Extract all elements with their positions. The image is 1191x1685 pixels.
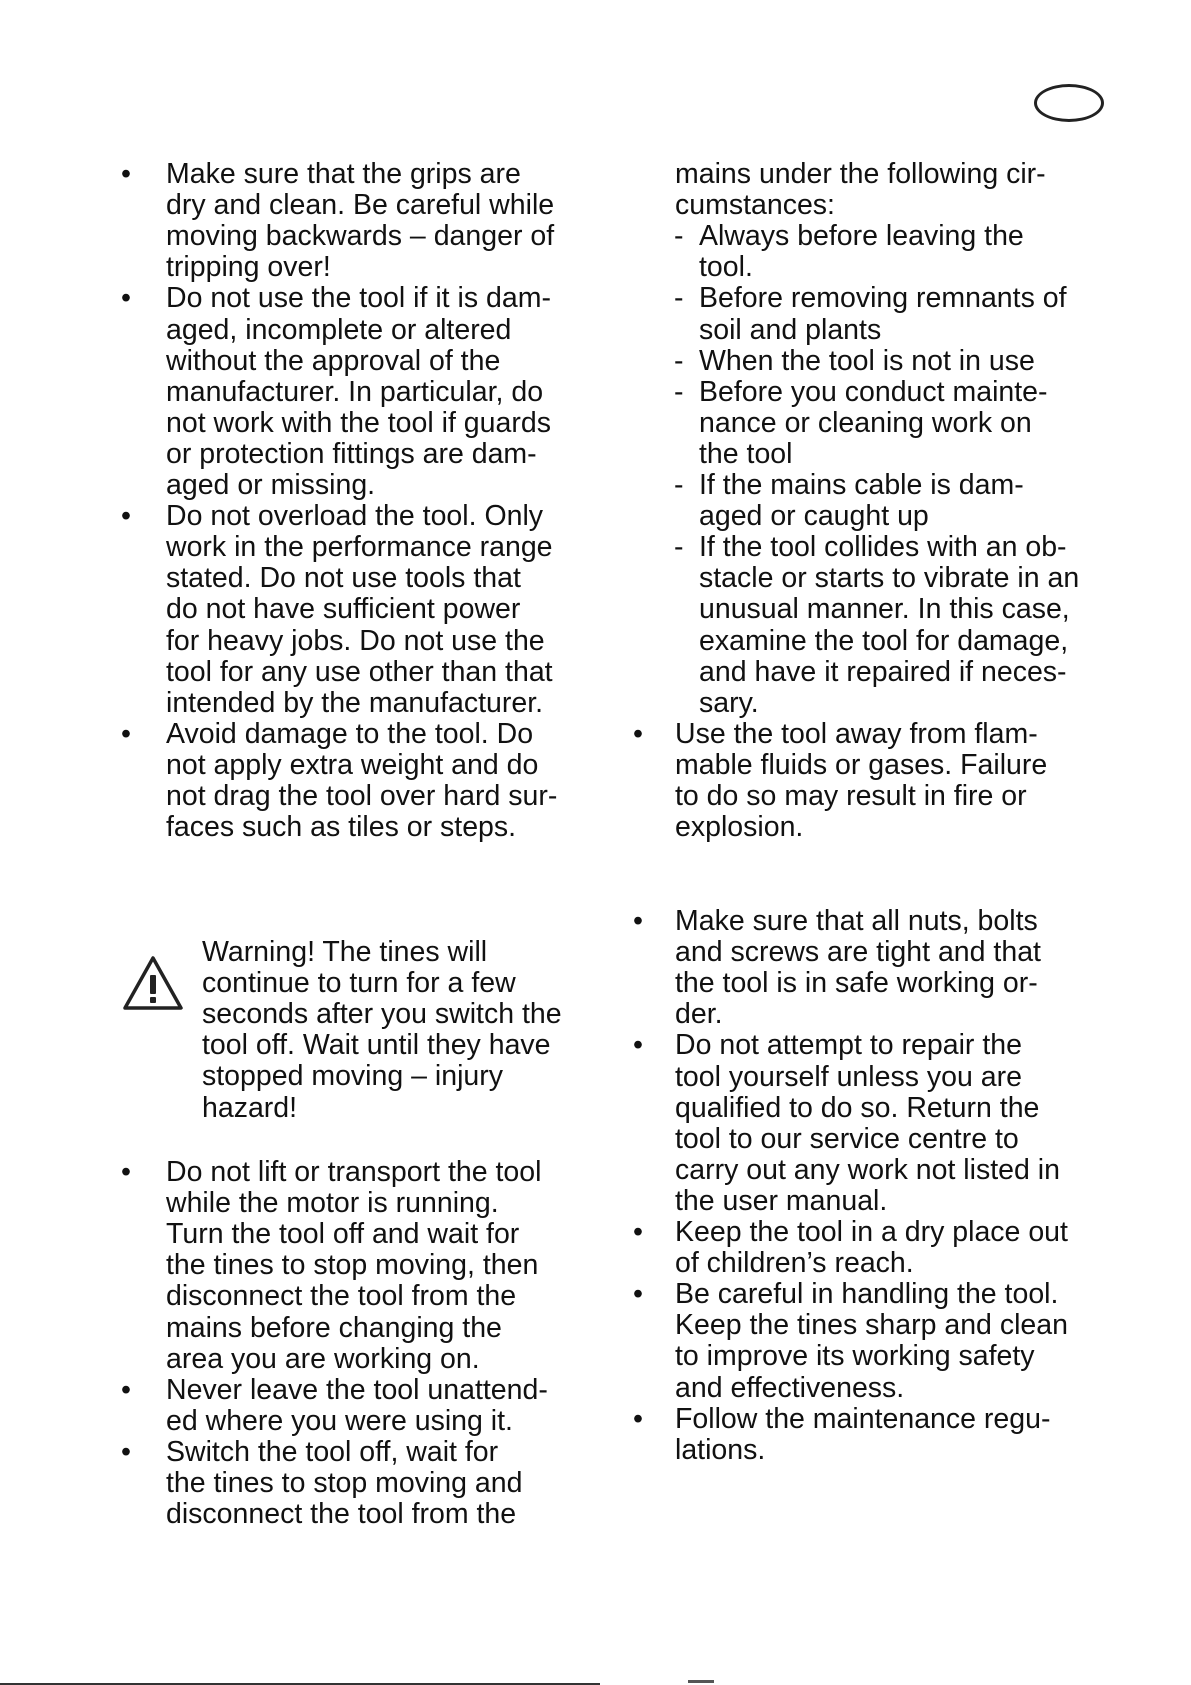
dash-marker: - xyxy=(674,344,684,377)
list-item-line: Use the tool away from flam- xyxy=(675,717,1038,750)
list-item-line: Make sure that the grips are xyxy=(166,158,521,190)
list-item-line: the tines to stop moving, then xyxy=(166,1249,539,1282)
list-item-line: carry out any work not listed in xyxy=(675,1153,1060,1186)
warning-text-line: stopped moving – injury xyxy=(202,1060,504,1093)
list-item-line: explosion. xyxy=(675,811,804,844)
dash-marker: - xyxy=(674,531,684,564)
dash-marker: - xyxy=(674,375,684,408)
list-item-line: do not have sufficient power xyxy=(166,593,521,626)
bullet: • xyxy=(633,1216,643,1248)
dash-item-line: unusual manner. In this case, xyxy=(699,593,1070,626)
list-item-line: der. xyxy=(675,998,723,1031)
list-item-line: not apply extra weight and do xyxy=(166,748,539,781)
dash-item-line: If the tool collides with an ob- xyxy=(699,531,1067,564)
list-item-line: the user manual. xyxy=(675,1184,888,1217)
list-item-line: for heavy jobs. Do not use the xyxy=(166,624,545,657)
list-item-line: dry and clean. Be careful while xyxy=(166,189,555,222)
dash-item-line: and have it repaired if neces- xyxy=(699,655,1067,688)
warning-text-line: hazard! xyxy=(202,1091,298,1124)
list-item-line: not drag the tool over hard sur- xyxy=(166,780,558,812)
warning-text-line: Warning! The tines will xyxy=(202,936,488,968)
dash-item-line: the tool xyxy=(699,437,793,470)
list-item-line: intended by the manufacturer. xyxy=(166,686,544,719)
dash-item-line: examine the tool for damage, xyxy=(699,624,1069,657)
list-item-line: of children’s reach. xyxy=(675,1247,914,1280)
list-item-line: aged, incomplete or altered xyxy=(166,313,512,346)
list-item-line: Switch the tool off, wait for xyxy=(166,1435,499,1468)
dash-item-line: aged or caught up xyxy=(699,500,929,533)
list-item-line: Keep the tool in a dry place out xyxy=(675,1216,1068,1248)
list-item-line: work in the performance range xyxy=(166,531,553,564)
list-item-line: or protection fittings are dam- xyxy=(166,437,537,470)
list-item-line: Do not lift or transport the tool xyxy=(166,1156,542,1188)
dash-item-line: nance or cleaning work on xyxy=(699,406,1032,439)
list-item-line: moving backwards – danger of xyxy=(166,220,555,253)
list-item-line: manufacturer. In particular, do xyxy=(166,375,544,408)
list-item-line: Never leave the tool unattend- xyxy=(166,1373,548,1406)
bullet: • xyxy=(121,282,131,315)
bullet: • xyxy=(121,1156,131,1188)
bullet: • xyxy=(633,717,643,750)
bullet: • xyxy=(633,905,643,937)
warning-text-line: tool off. Wait until they have xyxy=(202,1029,551,1062)
warning-text-line: continue to turn for a few xyxy=(202,967,516,1000)
list-item-line: stated. Do not use tools that xyxy=(166,562,521,595)
bullet: • xyxy=(121,500,131,533)
list-item-line: and effectiveness. xyxy=(675,1371,905,1404)
dash-item-line: stacle or starts to vibrate in an xyxy=(699,562,1080,595)
dash-item-line: tool. xyxy=(699,251,753,284)
list-item-line: Keep the tines sharp and clean xyxy=(675,1309,1068,1342)
list-item-line: disconnect the tool from the xyxy=(166,1280,517,1313)
list-item-line: while the motor is running. xyxy=(166,1187,499,1220)
list-item-line: Follow the maintenance regu- xyxy=(675,1402,1051,1435)
list-item-line: qualified to do so. Return the xyxy=(675,1091,1040,1124)
bullet: • xyxy=(121,158,131,190)
warning-text-line: seconds after you switch the xyxy=(202,998,562,1031)
continuation-line: mains under the following cir- xyxy=(675,158,1046,190)
bullet: • xyxy=(633,1278,643,1311)
list-item-line: area you are working on. xyxy=(166,1342,480,1375)
list-item-line: tool yourself unless you are xyxy=(675,1060,1022,1093)
list-item-line: mains before changing the xyxy=(166,1311,502,1344)
list-item-line: disconnect the tool from the xyxy=(166,1498,517,1531)
bullet: • xyxy=(121,1373,131,1406)
list-item-line: tripping over! xyxy=(166,251,331,284)
list-item-line: not work with the tool if guards xyxy=(166,406,551,439)
list-item-line: to do so may result in fire or xyxy=(675,780,1027,812)
list-item-line: to improve its working safety xyxy=(675,1340,1035,1373)
bullet: • xyxy=(633,1402,643,1435)
list-item-line: and screws are tight and that xyxy=(675,936,1041,969)
list-item-line: Be careful in handling the tool. xyxy=(675,1278,1059,1311)
list-item-line: Make sure that all nuts, bolts xyxy=(675,905,1038,937)
list-item-line: the tines to stop moving and xyxy=(166,1467,523,1499)
list-item-line: Do not use the tool if it is dam- xyxy=(166,282,551,315)
dash-item-line: Before removing remnants of xyxy=(699,282,1067,315)
dash-marker: - xyxy=(674,220,684,253)
list-item-line: Turn the tool off and wait for xyxy=(166,1218,520,1251)
list-item-line: Do not overload the tool. Only xyxy=(166,500,544,533)
list-item-line: tool for any use other than that xyxy=(166,655,553,688)
list-item-line: ed where you were using it. xyxy=(166,1404,513,1437)
bottom-mark xyxy=(688,1680,714,1683)
bullet: • xyxy=(121,1435,131,1468)
list-item-line: tool to our service centre to xyxy=(675,1122,1019,1155)
dash-item-line: When the tool is not in use xyxy=(699,344,1035,377)
dash-item-line: soil and plants xyxy=(699,313,882,346)
list-item-line: Avoid damage to the tool. Do xyxy=(166,717,534,750)
dash-item-line: Always before leaving the xyxy=(699,220,1024,253)
list-item-line: Do not attempt to repair the xyxy=(675,1029,1022,1062)
dash-item-line: sary. xyxy=(699,686,759,719)
list-item-line: without the approval of the xyxy=(166,344,501,377)
dash-item-line: Before you conduct mainte- xyxy=(699,375,1048,408)
list-item-line: aged or missing. xyxy=(166,469,376,501)
list-item-line: the tool is in safe working or- xyxy=(675,967,1038,1000)
list-item-line: lations. xyxy=(675,1433,766,1466)
dash-marker: - xyxy=(674,282,684,315)
bullet: • xyxy=(633,1029,643,1062)
continuation-line: cumstances: xyxy=(675,189,835,222)
list-item-line: faces such as tiles or steps. xyxy=(166,811,517,844)
list-item-line: mable fluids or gases. Failure xyxy=(675,748,1048,781)
bullet: • xyxy=(121,717,131,750)
dash-item-line: If the mains cable is dam- xyxy=(699,469,1024,501)
dash-marker: - xyxy=(674,469,684,501)
